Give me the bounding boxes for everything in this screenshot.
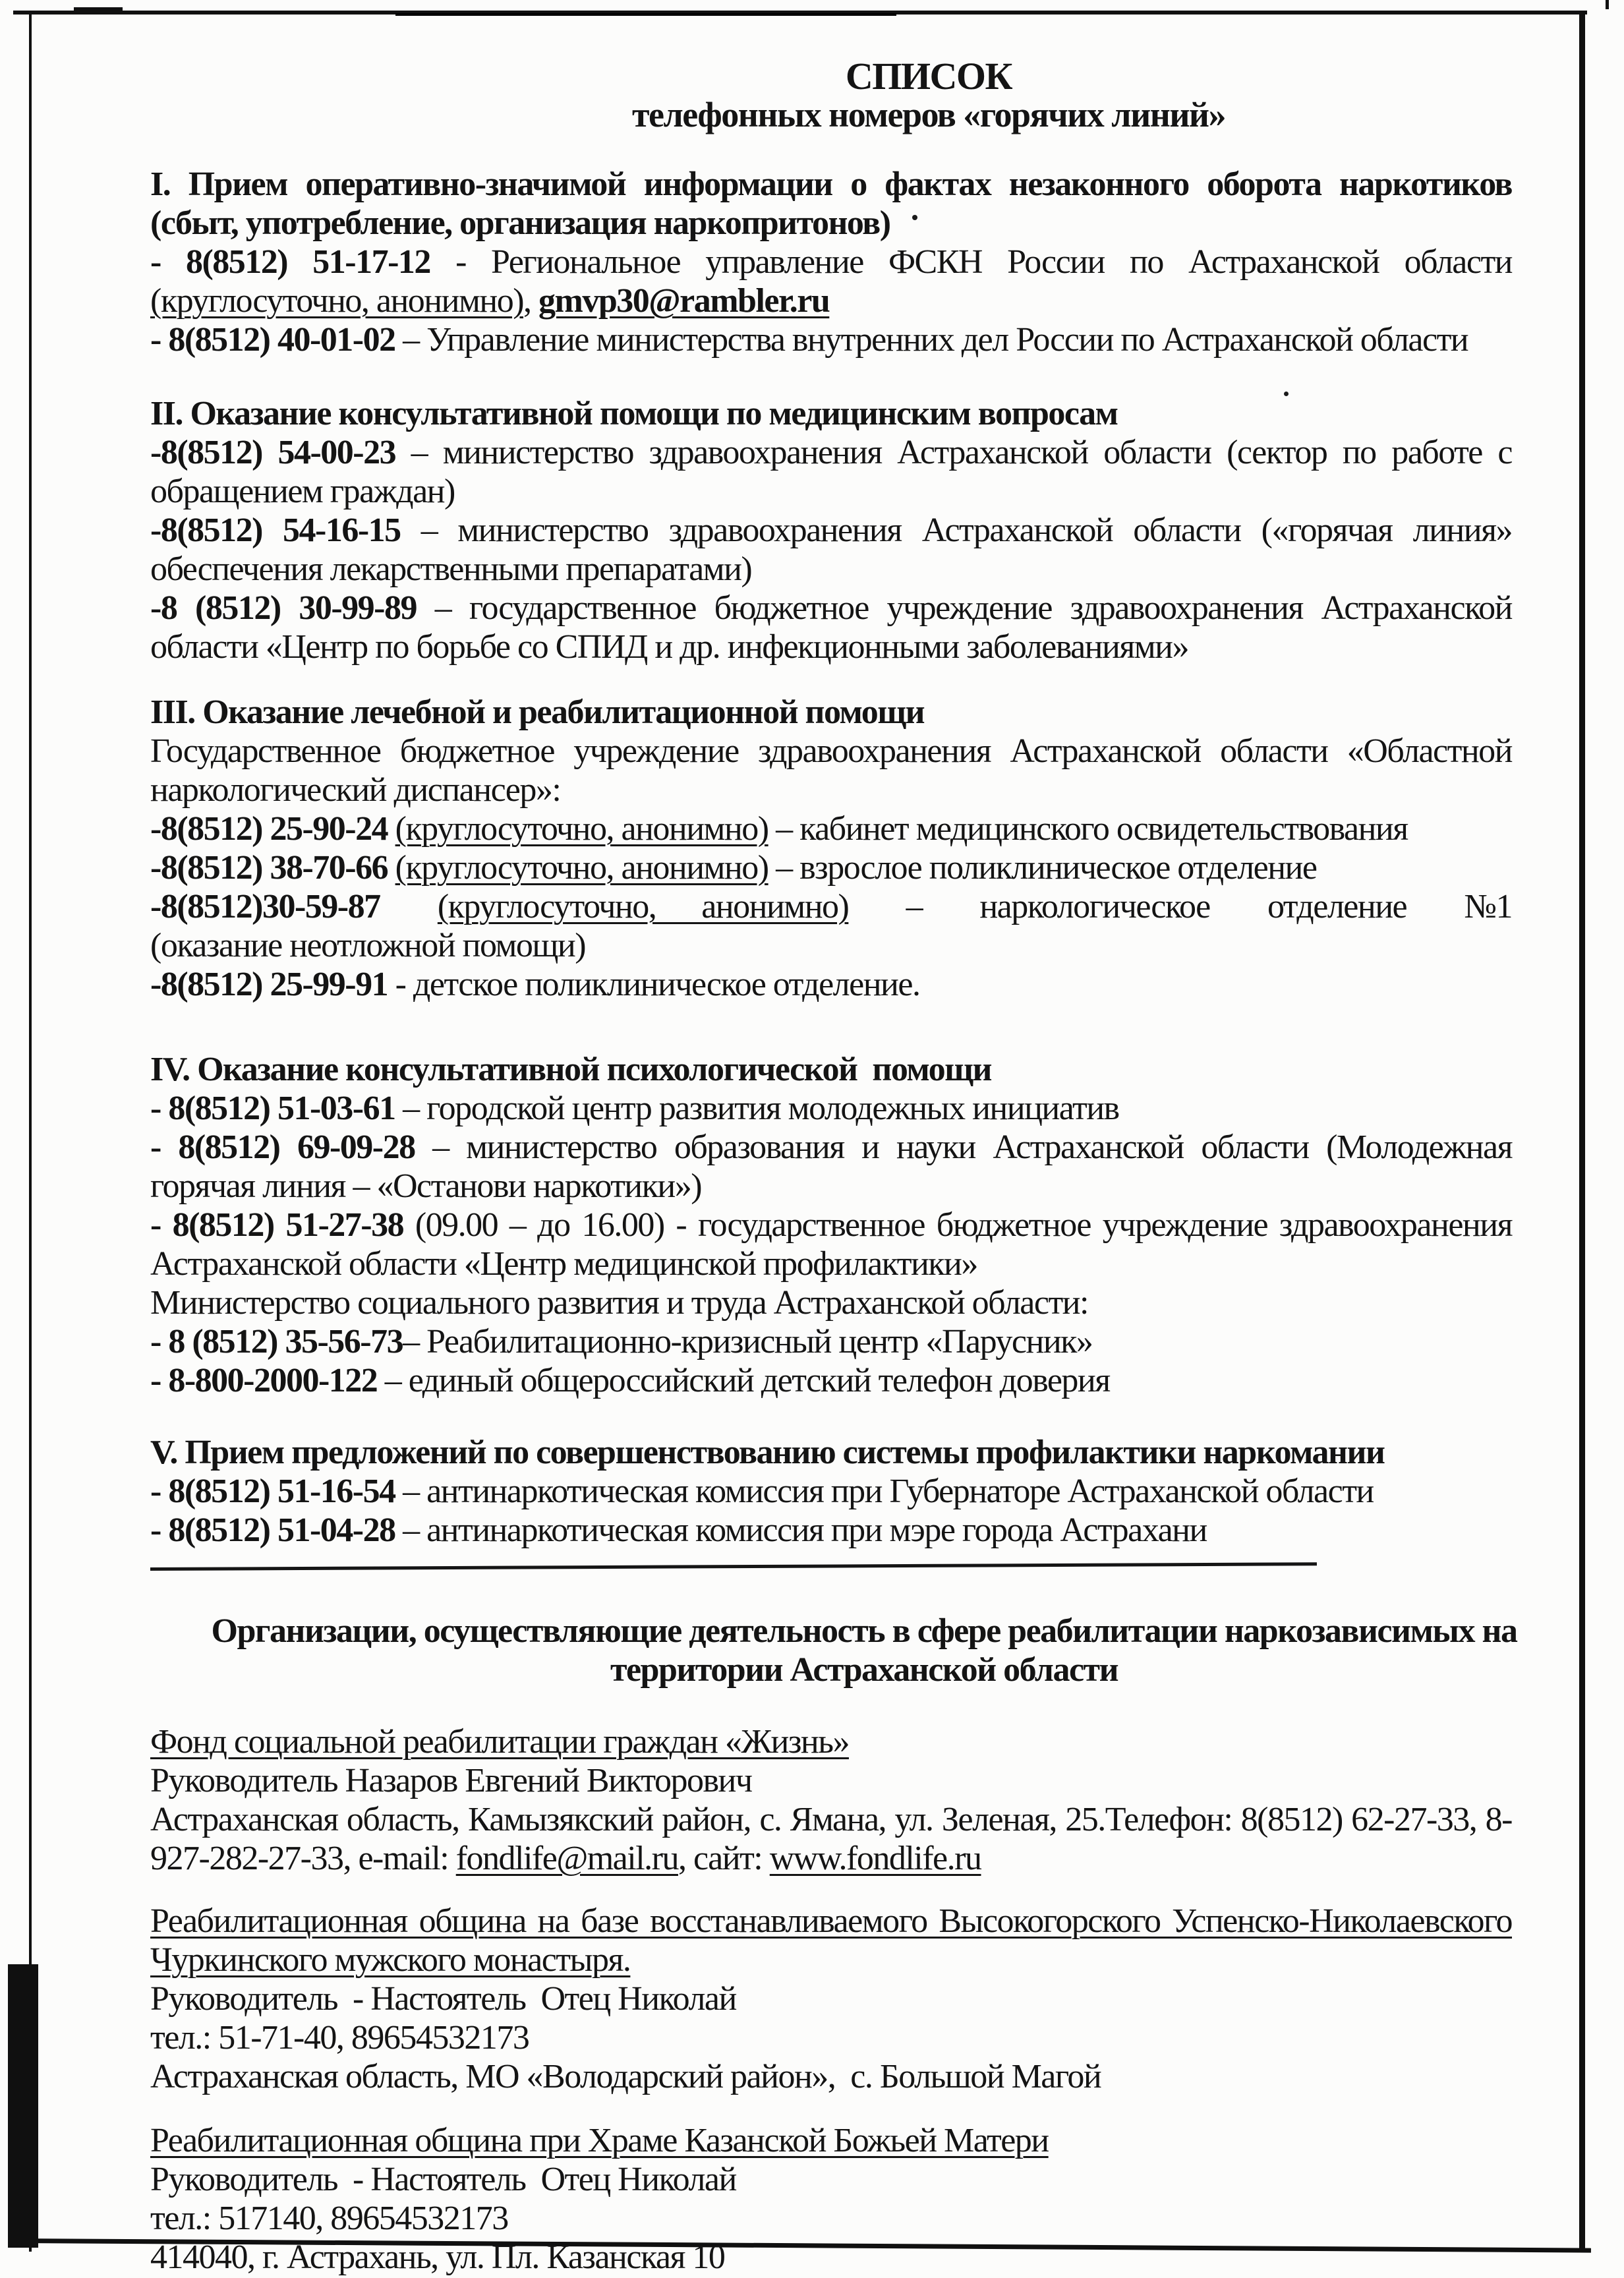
phone-number: - 8 (8512) 35-56-73 xyxy=(150,1323,403,1360)
section-1-heading: I. Прием оперативно-значимой информации о фактах незаконного оборота наркотиков (сбыт, употребление, организация наркопритонов) xyxy=(150,165,1512,242)
availability-note: (круглосуточно, анонимно) xyxy=(437,888,849,925)
hotline-description: – министерство здравоохранения Астраханской области («горячая линия» обеспечения лекарственными препаратами) xyxy=(150,511,1512,588)
hotline-description: наркологическое xyxy=(979,888,1210,925)
hotline-description: – антинаркотическая комиссия при мэре города Астрахани xyxy=(395,1511,1207,1549)
phone-number: - 8(8512) 69-09-28 xyxy=(150,1128,415,1166)
section-3-intro: Государственное бюджетное учреждение здравоохранения Астраханской области «Областной наркологический диспансер»: xyxy=(150,732,1512,809)
separator-text: , сайт: xyxy=(678,1840,770,1877)
phone-number: -8(8512) 54-00-23 xyxy=(150,434,396,471)
hotline-description: – кабинет медицинского освидетельствования xyxy=(768,810,1408,848)
section-2-heading: II. Оказание консультативной помощи по медицинским вопросам xyxy=(150,395,1118,432)
phone-number: - 8(8512) 51-03-61 xyxy=(150,1090,395,1127)
org-name xyxy=(150,1722,1512,1761)
phone-number: -8(8512) 25-99-91 xyxy=(150,966,395,1003)
divider-line xyxy=(150,1562,1317,1571)
organization-monastery-community xyxy=(150,1902,1512,2096)
hotline-item xyxy=(150,243,1512,320)
hotline-description: – антинаркотическая комиссия при Губернаторе Астраханской области xyxy=(395,1473,1374,1510)
section-3 xyxy=(150,693,1512,1004)
org-head: Руководитель Назаров Евгений Викторович xyxy=(150,1762,752,1799)
scan-border-left xyxy=(29,11,32,2252)
hotline-item xyxy=(150,1511,1512,1550)
organization-fond-zhizn xyxy=(150,1722,1512,1878)
hotline-note: (оказание неотложной помощи) xyxy=(150,927,586,964)
document-content xyxy=(150,55,1517,2277)
phone-number: - 8(8512) 51-17-12 xyxy=(150,243,430,281)
scan-dash-mark xyxy=(74,7,123,11)
dash-text: – xyxy=(906,888,923,925)
phone-number: - 8(8512) 40-01-02 xyxy=(150,321,395,359)
org-address: Астраханская область, МО «Володарский район», с. Большой Магой xyxy=(150,2058,1101,2095)
email-text: gmvp30@rambler.ru xyxy=(538,282,830,320)
phone-number: -8(8512)30-59-87 xyxy=(150,888,380,925)
availability-note: (круглосуточно, анонимно) xyxy=(395,810,768,848)
hotline-description: отделение xyxy=(1267,888,1407,925)
hotline-item xyxy=(150,589,1512,666)
email-text: fondlife@mail.ru xyxy=(455,1840,678,1877)
hotline-item xyxy=(150,511,1512,589)
hotline-item xyxy=(150,1322,1512,1361)
page-subtitle: телефонных номеров «горячих линий» xyxy=(631,95,1226,134)
org-name xyxy=(150,1902,1512,1979)
hotline-description: – городской центр развития молодежных инициатив xyxy=(395,1090,1119,1127)
phone-number: - 8(8512) 51-04-28 xyxy=(150,1511,395,1549)
org-name-text: Реабилитационная община на базе восстанавливаемого Высокогорского Успенско-Николаевского Чуркинского мужского монастыря. xyxy=(150,1902,1512,1979)
phone-number: - 8-800-2000-122 xyxy=(150,1362,378,1399)
hotline-description: – взрослое поликлиническое отделение xyxy=(768,849,1317,887)
org-phone: тел.: 51-71-40, 89654532173 xyxy=(150,2019,529,2057)
org-head: Руководитель - Настоятель Отец Николай xyxy=(150,2161,736,2198)
hotline-item xyxy=(150,433,1512,511)
scan-border-top-dark-segment xyxy=(395,13,896,16)
org-name-text: Фонд социальной реабилитации граждан «Жизнь» xyxy=(150,1723,849,1761)
hotline-description: – министерство образования и науки Астраханской области (Молодежная горячая линия – «Останови наркотики») xyxy=(150,1128,1512,1205)
hotline-description: №1 xyxy=(1464,888,1512,925)
scan-corner-blob xyxy=(8,1964,38,2248)
section-4-heading: IV. Оказание консультативной психологической помощи xyxy=(150,1051,991,1088)
section-1 xyxy=(150,165,1512,359)
section-3-heading: III. Оказание лечебной и реабилитационной помощи xyxy=(150,693,925,731)
hotline-description: (09.00 – до 16.00) - государственное бюджетное учреждение здравоохранения Астраханской области «Центр медицинской профилактики» xyxy=(150,1206,1512,1283)
scan-tick-mark xyxy=(1606,0,1609,9)
phone-number: -8(8512) 54-16-15 xyxy=(150,511,401,549)
hotline-item xyxy=(150,848,1512,887)
hotline-item xyxy=(150,887,1512,926)
organizations-heading-line2: территории Астраханской области xyxy=(610,1651,1118,1689)
ministry-line: Министерство социального развития и труда Астраханской области: xyxy=(150,1284,1088,1322)
org-name-text: Реабилитационная община при Храме Казанской Божьей Матери xyxy=(150,2122,1049,2159)
title-block xyxy=(248,57,1610,134)
separator-text: , xyxy=(523,282,539,320)
section-5 xyxy=(150,1433,1512,1550)
scan-border-right xyxy=(1579,12,1585,2250)
phone-number: - 8(8512) 51-27-38 xyxy=(150,1206,404,1244)
org-address xyxy=(150,1800,1512,1878)
org-head: Руководитель - Настоятель Отец Николай xyxy=(150,1980,736,2018)
hotline-description: – министерство здравоохранения Астраханской области (сектор по работе с обращением граждан) xyxy=(150,434,1512,510)
phone-number: -8 (8512) 30-99-89 xyxy=(150,589,417,627)
org-name xyxy=(150,2121,1512,2160)
hotline-item xyxy=(150,965,1512,1004)
phone-number: -8(8512) 38-70-66 xyxy=(150,849,395,887)
hotline-description: – единый общероссийский детский телефон доверия xyxy=(377,1362,1110,1399)
hotline-item xyxy=(150,1128,1512,1206)
section-4 xyxy=(150,1050,1512,1400)
hotline-description: – Реабилитационно-кризисный центр «Парусник» xyxy=(403,1323,1093,1360)
availability-note: (круглосуточно, анонимно) xyxy=(395,849,768,887)
organizations-heading-line1: Организации, осуществляющие деятельность в сфере реабилитации наркозависимых на xyxy=(211,1612,1517,1650)
hotline-description: – Управление министерства внутренних дел России по Астраханской области xyxy=(395,321,1468,359)
hotline-item xyxy=(150,1472,1512,1511)
section-5-heading: V. Прием предложений по совершенствованию системы профилактики наркомании xyxy=(150,1434,1385,1471)
hotline-item xyxy=(150,1206,1512,1283)
phone-number: - 8(8512) 51-16-54 xyxy=(150,1473,395,1510)
organization-kazan-church-community xyxy=(150,2121,1512,2277)
phone-number: -8(8512) 25-90-24 xyxy=(150,810,395,848)
hotline-description: - детское поликлиническое отделение. xyxy=(395,966,920,1003)
page-title: СПИСОК xyxy=(845,55,1012,98)
hotline-item xyxy=(150,809,1512,848)
hotline-item xyxy=(150,320,1512,359)
organizations-heading xyxy=(183,1612,1545,1689)
website-text: www.fondlife.ru xyxy=(769,1840,981,1877)
hotline-item xyxy=(150,1361,1512,1400)
org-phone: тел.: 517140, 89654532173 xyxy=(150,2200,508,2237)
org-address-text: Астраханская область, Камызякский район, с. Ямана, ул. Зеленая, 25.Телефон: 8(8512) 62-27-33, 8-927-282-27-33, e-mail: xyxy=(150,1801,1512,1877)
availability-note: (круглосуточно, анонимно) xyxy=(150,282,524,320)
org-address: 414040, г. Астрахань, ул. Пл. Казанская 10 xyxy=(150,2238,725,2276)
section-2 xyxy=(150,394,1512,666)
hotline-item xyxy=(150,1089,1512,1128)
hotline-description: – государственное бюджетное учреждение здравоохранения Астраханской области «Центр по борьбе со СПИД и др. инфекционными заболеваниями» xyxy=(150,589,1512,666)
hotline-description: - Региональное управление ФСКН России по Астраханской области xyxy=(430,243,1512,281)
